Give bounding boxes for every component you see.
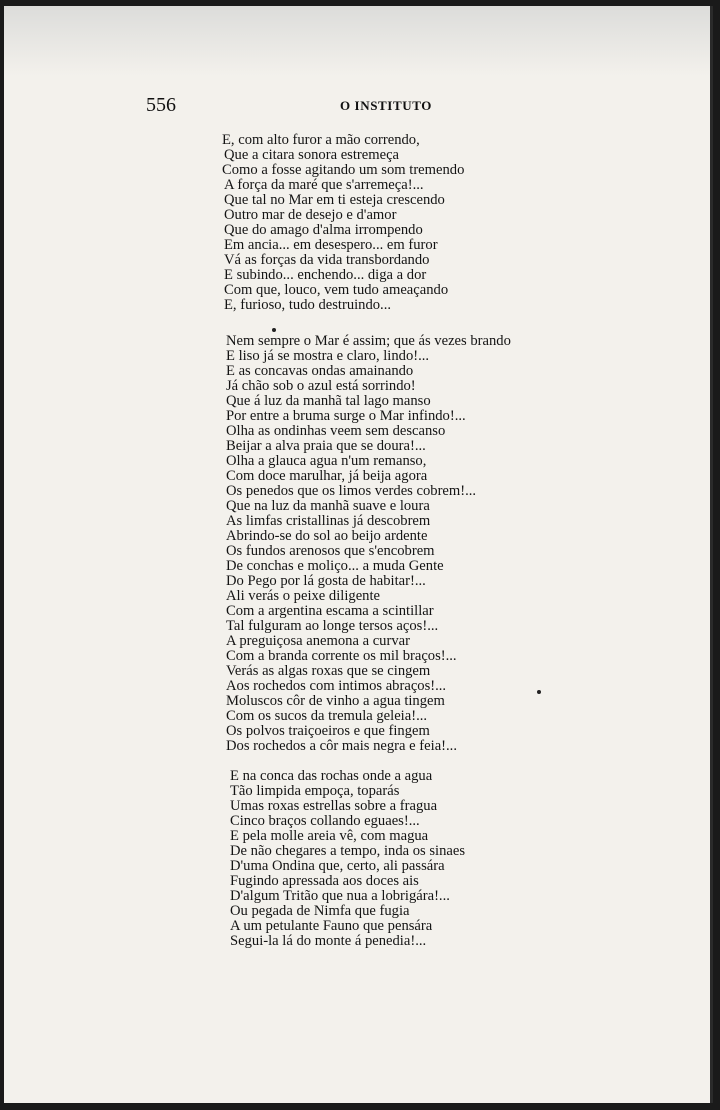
ink-speck	[537, 690, 541, 694]
poem-line: A preguiçosa anemona a curvar	[226, 633, 410, 649]
poem-line: Segui-la lá do monte á penedia!...	[230, 933, 427, 949]
page-number: 556	[146, 94, 176, 116]
poem-line: Abrindo-se do sol ao beijo ardente	[226, 528, 428, 544]
poem-line: Olha as ondinhas veem sem descanso	[226, 423, 446, 439]
scan-shadow	[4, 6, 710, 76]
book-page	[4, 6, 713, 1103]
poem-line: Já chão sob o azul está sorrindo!	[226, 378, 416, 394]
poem-line: Que tal no Mar em ti esteja crescendo	[224, 192, 445, 208]
poem-line: Cinco braços collando eguaes!...	[230, 813, 420, 829]
poem-line: D'algum Tritão que nua a lobrigára!...	[230, 888, 450, 904]
poem-line: Com doce marulhar, já beija agora	[226, 468, 428, 484]
poem-line: Com os sucos da tremula geleia!...	[226, 708, 428, 724]
poem-line: Do Pego por lá gosta de habitar!...	[226, 573, 426, 589]
poem-line: Com a argentina escama a scintillar	[226, 603, 434, 619]
poem-line: Olha a glauca agua n'um remanso,	[226, 453, 427, 469]
poem-line: E subindo... enchendo... diga a dor	[224, 267, 427, 283]
poem-line: Por entre a bruma surge o Mar infindo!...	[226, 408, 466, 424]
poem-line: E liso já se mostra e claro, lindo!...	[226, 348, 430, 364]
poem-line: As limfas cristallinas já descobrem	[226, 513, 431, 529]
poem-line: Beijar a alva praia que se doura!...	[226, 438, 426, 454]
poem-line: De conchas e moliço... a muda Gente	[226, 558, 444, 574]
poem-line: Ou pegada de Nimfa que fugia	[230, 903, 410, 919]
poem-line: Outro mar de desejo e d'amor	[224, 207, 397, 223]
poem-line: De não chegares a tempo, inda os sinaes	[230, 843, 466, 859]
poem-line: Aos rochedos com intimos abraços!...	[226, 678, 447, 694]
poem-line: E, com alto furor a mão correndo,	[222, 132, 420, 148]
poem-line: Tão limpida empoça, toparás	[230, 783, 400, 799]
poem-line: Tal fulguram ao longe tersos aços!...	[226, 618, 439, 634]
poem-line: A força da maré que s'arremeça!...	[224, 177, 424, 193]
poem-line: Ali verás o peixe diligente	[226, 588, 380, 604]
poem-line: Que do amago d'alma irrompendo	[224, 222, 423, 238]
poem-line: Com a branda corrente os mil braços!...	[226, 648, 457, 664]
poem-line: Dos rochedos a côr mais negra e feia!...	[226, 738, 457, 754]
poem-line: Os polvos traiçoeiros e que fingem	[226, 723, 430, 739]
poem-line: Fugindo apressada aos doces ais	[230, 873, 419, 889]
poem-line: Moluscos côr de vinho a agua tingem	[226, 693, 445, 709]
poem-line: Como a fosse agitando um som tremendo	[222, 162, 465, 178]
poem-line: Os penedos que os limos verdes cobrem!...	[226, 483, 477, 499]
poem-line: E as concavas ondas amainando	[226, 363, 414, 379]
poem-line: Os fundos arenosos que s'encobrem	[226, 543, 435, 559]
poem-line: Umas roxas estrellas sobre a fragua	[230, 798, 438, 814]
poem-line: E na conca das rochas onde a agua	[230, 768, 433, 784]
ink-speck	[272, 328, 276, 332]
poem-line: E pela molle areia vê, com magua	[230, 828, 429, 844]
poem-line: Vá as forças da vida transbordando	[224, 252, 430, 268]
running-head	[4, 94, 710, 120]
poem-line: Que a citara sonora estremeça	[224, 147, 400, 163]
poem-line: Nem sempre o Mar é assim; que ás vezes brando	[226, 333, 511, 349]
poem-line: E, furioso, tudo destruindo...	[224, 297, 392, 313]
poem-line: Verás as algas roxas que se cingem	[226, 663, 431, 679]
poem-line: Com que, louco, vem tudo ameaçando	[224, 282, 449, 298]
poem-line: A um petulante Fauno que pensára	[230, 918, 433, 934]
poem-line: Que á luz da manhã tal lago manso	[226, 393, 431, 409]
poem-line: Em ancia... em desespero... em furor	[224, 237, 438, 253]
poem-line: D'uma Ondina que, certo, ali passára	[230, 858, 445, 874]
journal-title: O INSTITUTO	[340, 98, 432, 113]
poem-line: Que na luz da manhã suave e loura	[226, 498, 430, 514]
